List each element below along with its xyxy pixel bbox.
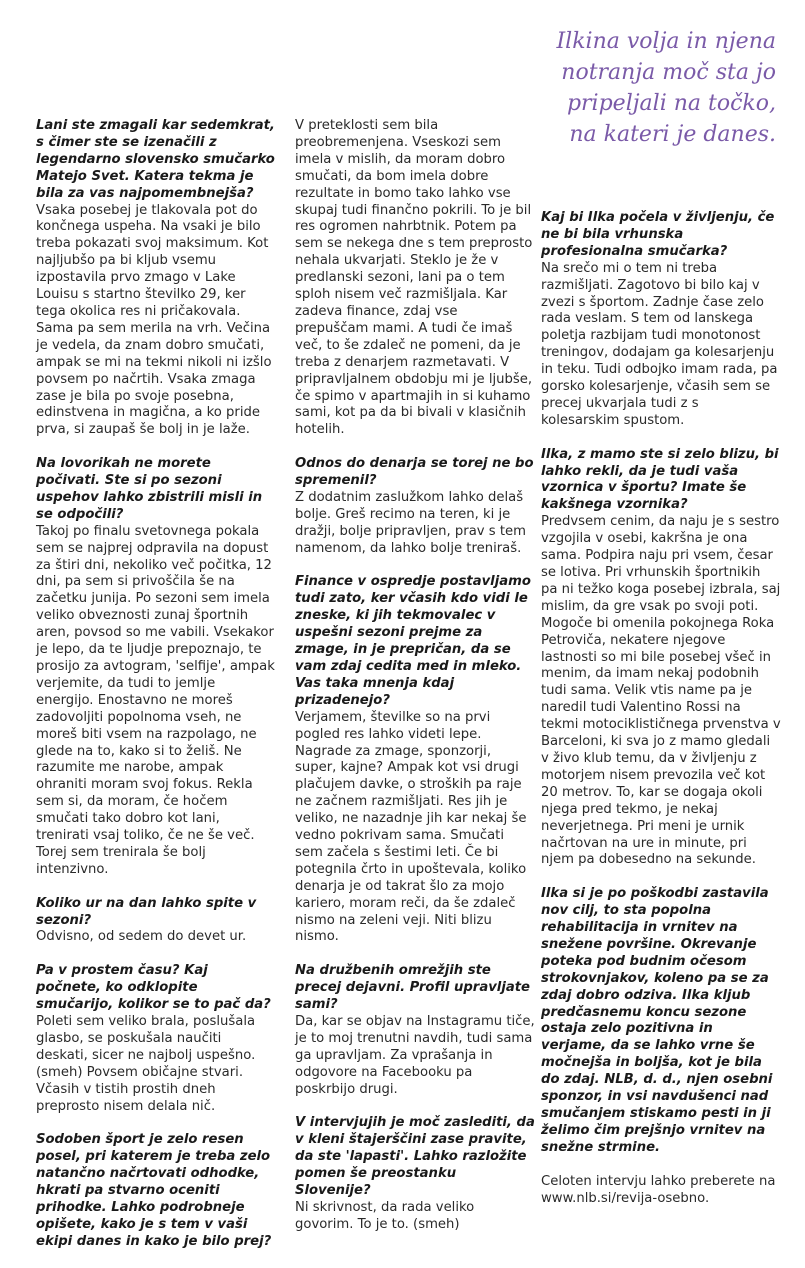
question: V intervjujih je moč zaslediti, da v kleni štajerščini zase pravite, da ste 'lapasti'. Lahko razložite pomen še preostanku Slovenije? bbox=[295, 1115, 535, 1199]
qa-block bbox=[36, 963, 276, 1115]
column-3 bbox=[541, 210, 781, 1224]
answer: Takoj po finalu svetovnega pokala sem se najprej odpravila na dopust za štiri dni, nekoliko več počitka, 12 dni, pa sem si privoščila še na začetku junija. Po sezoni sem imela veliko obveznosti zunaj športnih aren, povsod so me vabili. Vsekakor je lepo, da te ljudje prepoznajo, te prosijo za avtogram, 'selfije', ampak verjemite, da tudi to jemlje energijo. Enostavno ne moreš zadovoljiti popolnoma vseh, ne moreš biti vsem na razpolago, ne glede na to, kako si to želiš. Ne razumite me narobe, ampak ohraniti moram svoj fokus. Rekla sem si, da moram, če hočem smučati tako dobro kot lani, trenirati vsaj toliko, če ne še več. Torej sem trenirala še bolj intenzivno. bbox=[36, 523, 275, 877]
qa-block bbox=[36, 456, 276, 879]
question: Na družbenih omrežjih ste precej dejavni. Profil upravljate sami? bbox=[295, 963, 530, 1013]
answer: Predvsem cenim, da naju je s sestro vzgojila v osebi, kakršna je ona sama. Podpira naju pri vsem, česar se lotiva. Pri vrhunskih športnikih pa ni težko koga posebej izbrala, saj mislim, da gre vsak po svoji poti. Mogoče bi omenila pokojnega Roka Petroviča, nekatere njegove lastnosti so mi bile posebej všeč in menim, da imam nekaj podobnih tudi sama. Velik vtis name pa je naredil tudi Valentino Rossi na tekmi motociklističnega prvenstva v Barceloni, ki sva jo z mamo gledali v živo klub temu, da v življenju z motorjem nisem prevozila več kot 20 metrov. To, kar se dogaja okoli njega pred tekmo, je nekaj neverjetnega. Pri meni je urnik načrtovan na ure in minute, pri njem pa dobesedno na sekunde. bbox=[541, 514, 781, 868]
question: Kaj bi Ilka počela v življenju, če ne bi bila vrhunska profesionalna smučarka? bbox=[541, 210, 775, 259]
qa-block bbox=[36, 118, 276, 439]
answer: Odvisno, od sedem do devet ur. bbox=[36, 929, 247, 945]
qa-block bbox=[295, 1115, 535, 1233]
answer: Vsaka posebej je tlakovala pot do končnega uspeha. Na vsaki je bilo treba pokazati svoj maksimum. Kot najljubšo pa bi kljub vsemu izpostavila prvo zmago v Lake Louisu s startno številko 29, ker tega okolica res ni pričakovala. Sama pa sem merila na vrh. Večina je vedela, da znam dobro smučati, ampak se mi na tekmi nikoli ni izšlo povsem po načrtih. Vsaka zmaga zase je bila po svoje posebna, edinstvena in magična, a ko pride prva, si zaupaš še bolj in je laže. bbox=[36, 202, 272, 438]
answer: Z dodatnim zaslužkom lahko delaš bolje. Greš recimo na teren, ki je dražji, bolje pripravljen, prav s tem namenom, da lahko bolje treniraš. bbox=[295, 489, 526, 556]
answer: V preteklosti sem bila preobremenjena. Vseskozi sem imela v mislih, da moram dobro smučati, da bom imela dobre rezultate in bomo tako lahko vse skupaj tudi finančno pokrili. To je bil res ogromen nahrbtnik. Potem pa sem se nekega dne s tem preprosto nehala ukvarjati. Steklo je že v predlanski sezoni, lani pa o tem sploh nisem več razmišljala. Kar zadeva finance, zdaj vse prepuščam mami. A tudi če imaš več, to še zdaleč ne pomeni, da je treba z denarjem razmetavati. V pripravljalnem obdobju mi je ljubše, če spimo v apartmajih in si kuhamo sami, kot pa da bi bivali v klasičnih hotelih. bbox=[295, 118, 533, 438]
qa-block bbox=[295, 574, 535, 946]
column-1 bbox=[36, 118, 276, 1268]
column-2 bbox=[295, 118, 535, 1251]
qa-block bbox=[295, 118, 535, 439]
qa-block bbox=[295, 963, 535, 1098]
question: Na lovorikah ne morete počivati. Ste si po sezoni uspehov lahko zbistrili misli in se odpočili? bbox=[36, 456, 263, 522]
question: Pa v prostem času? Kaj počnete, ko odklopite smučarijo, kolikor se to pač da? bbox=[36, 963, 271, 1013]
question: Odnos do denarja se torej ne bo spremenil? bbox=[295, 456, 534, 489]
answer: Na srečo mi o tem ni treba razmišljati. Zagotovo bi bilo kaj v zvezi s športom. Zadnje čase zelo rada veslam. S tem od lanskega poletja razbijam tudi monotonost treningov, dodajam ga kolesarjenju in teku. Tudi odbojko imam rada, pa gorsko kolesarjenje, včasih sem se precej ukvarjala tudi z s kolesarskim spustom. bbox=[541, 260, 778, 428]
closing-note: Celoten intervju lahko preberete na www.nlb.si/revija-osebno. bbox=[541, 1173, 776, 1206]
answer: Ni skrivnost, da rada veliko govorim. To je to. (smeh) bbox=[295, 1199, 475, 1232]
qa-block bbox=[541, 447, 781, 870]
qa-block bbox=[36, 1132, 276, 1250]
qa-block bbox=[541, 886, 781, 1207]
question: Ilka, z mamo ste si zelo blizu, bi lahko rekli, da je tudi vaša vzornica v športu? Imate še kakšnega vzornika? bbox=[541, 446, 779, 513]
closing-paragraph: Ilka si je po poškodbi zastavila nov cilj, to sta popolna rehabilitacija in vrnitev na snežene površine. Okrevanje poteka pod budnim očesom strokovnjakov, koleno pa se za zdaj dobro odziva. Ilka kljub predčasnemu koncu sezone ostaja zelo pozitivna in verjame, da se lahko vrne še močnejša in boljša, kot je bila do zdaj. NLB, d. d., njen osebni sponzor, in vsi navdušenci nad smučanjem stiskamo pesti in ji želimo čim prejšnjo vrnitev na snežne strmine. bbox=[541, 886, 773, 1155]
qa-block bbox=[36, 896, 276, 947]
answer: Da, kar se objav na Instagramu tiče, je to moj trenutni navdih, tudi sama ga upravljam. Za vprašanja in odgovore na Facebooku pa poskrbijo drugi. bbox=[295, 1013, 535, 1097]
question: Sodoben šport je zelo resen posel, pri katerem je treba zelo natančno načrtovati odhodke, hkrati pa stvarno oceniti prihodke. Lahko podrobneje opišete, kako je s tem v vaši ekipi danes in kako je bilo prej? bbox=[36, 1132, 272, 1249]
answer: Poleti sem veliko brala, poslušala glasbo, se poskušala naučiti deskati, sicer ne najbolj uspešno. (smeh) Povsem običajne stvari. Včasih v tistih prostih dneh preprosto nisem delala nič. bbox=[36, 1013, 256, 1114]
question: Lani ste zmagali kar sedemkrat, s čimer ste se izenačili z legendarno slovensko smučarko Matejo Svet. Katera tekma je bila za vas najpomembnejša? bbox=[36, 118, 275, 201]
question: Koliko ur na dan lahko spite v sezoni? bbox=[36, 895, 257, 928]
answer: Verjamem, številke so na prvi pogled res lahko videti lepe. Nagrade za zmage, sponzorji, super, kajne? Ampak kot vsi drugi plačujem davke, o stroških pa raje ne začnem razmišljati. Res jih je veliko, ne nazadnje jih kar nekaj še vedno pokrivam sama. Smučati sem začela s šestimi leti. Če bi potegnila črto in upoštevala, koliko denarja je od takrat šlo za mojo kariero, moram reči, da še zdaleč nismo na zeleni veji. Niti blizu nismo. bbox=[295, 709, 527, 945]
qa-block bbox=[541, 210, 781, 430]
question: Finance v ospredje postavljamo tudi zato, ker včasih kdo vidi le zneske, ki jih tekmovalec v uspešni sezoni prejme za zmage, in je prepričan, da se vam zdaj cedita med in mleko. Vas taka mnenja kdaj prizadenejo? bbox=[295, 574, 531, 708]
pull-quote: Ilkina volja in njena notranja moč sta jo pripeljali na točko, na kateri je danes. bbox=[556, 29, 776, 147]
qa-block bbox=[295, 456, 535, 557]
